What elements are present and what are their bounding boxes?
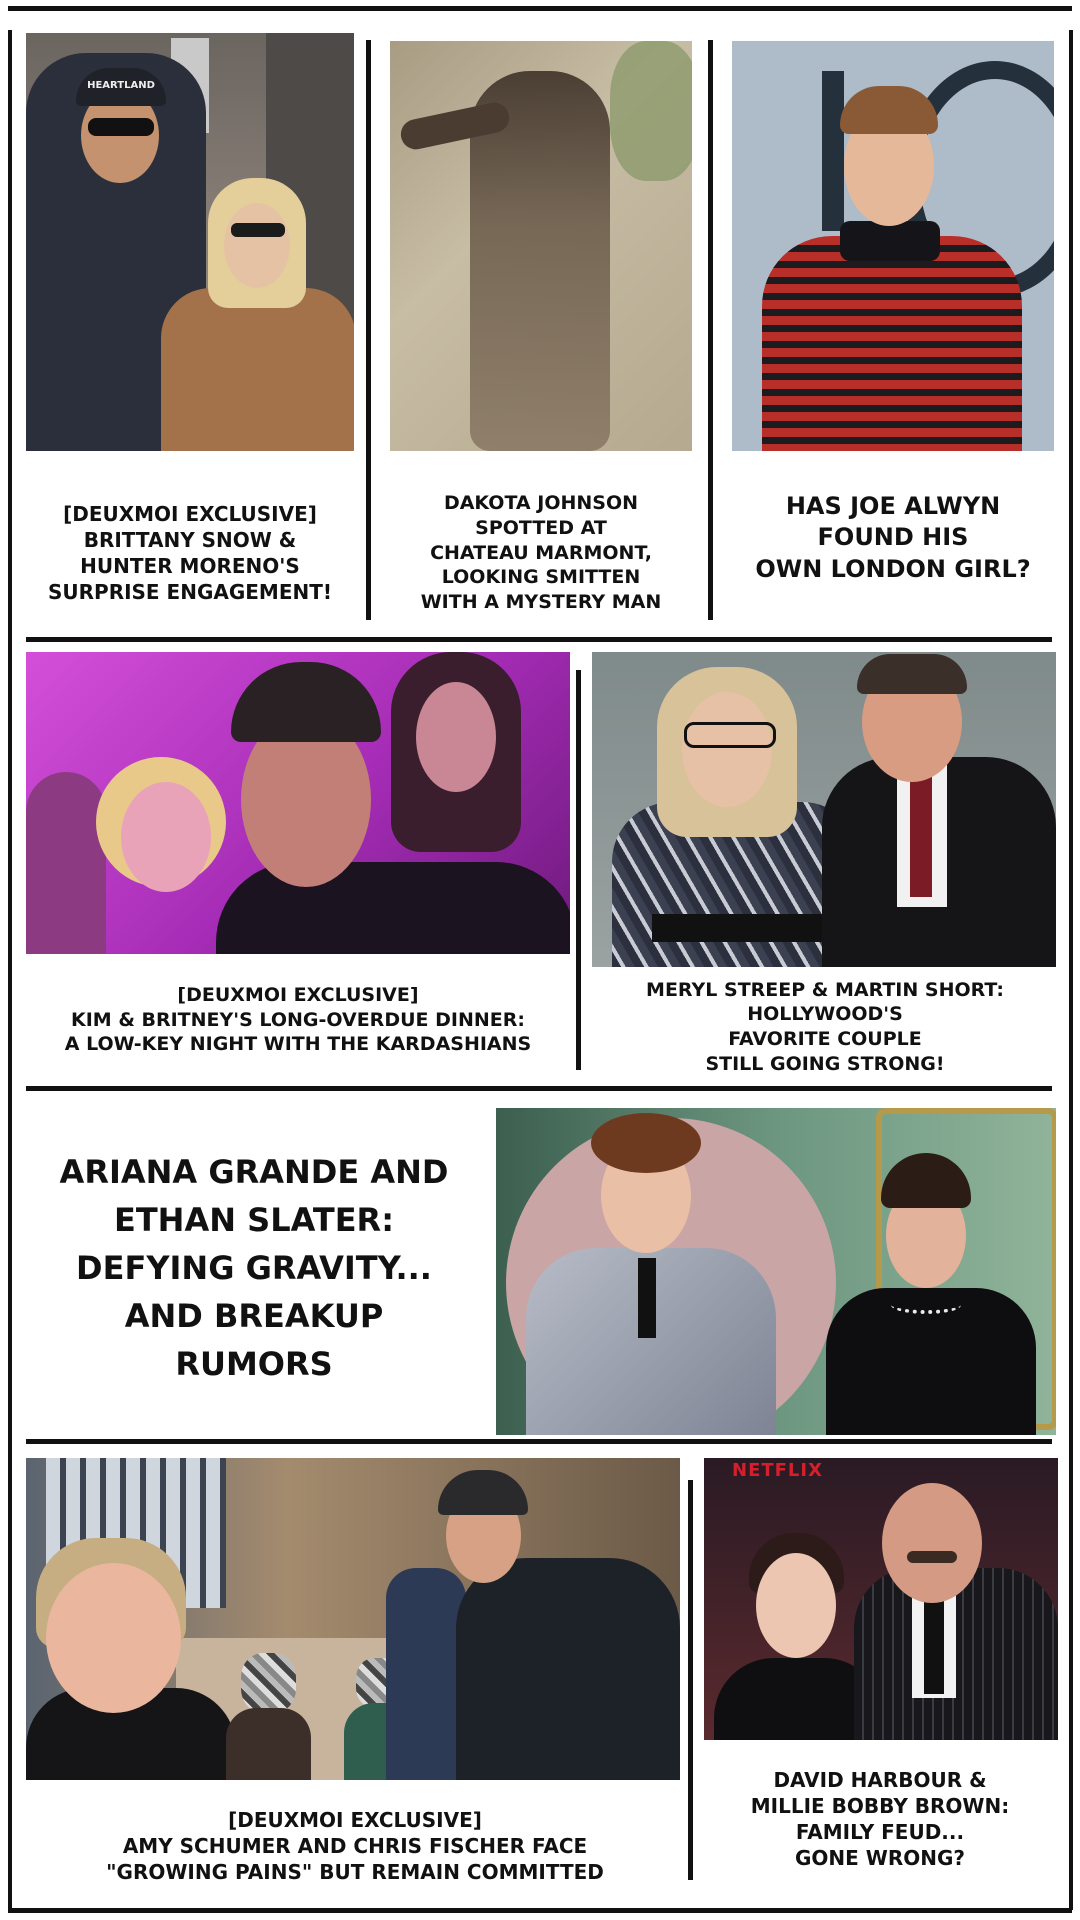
story-card-ariana-ethan[interactable]	[14, 1100, 1058, 1435]
striped-sweater	[762, 236, 1022, 451]
collar	[840, 221, 940, 261]
backdrop-letter-i	[822, 71, 844, 231]
headline-line: FAVORITE COUPLE	[728, 1028, 922, 1050]
story-headline-6[interactable]	[14, 1100, 494, 1435]
headline-line: OWN LONDON GIRL?	[755, 554, 1031, 583]
story-card-kim-britney[interactable]	[26, 652, 572, 1072]
col-divider-r4	[688, 1480, 693, 1880]
joe-hair	[840, 86, 938, 134]
woman-face	[224, 203, 290, 288]
headline-line: CHATEAU MARMONT,	[430, 541, 652, 564]
foliage	[610, 41, 692, 181]
photo-ariana-grande-ethan-slater	[496, 1108, 1056, 1435]
headline-line: A LOW-KEY NIGHT WITH THE KARDASHIANS	[64, 1033, 532, 1056]
headline-line: RUMORS	[175, 1344, 333, 1383]
cap-text: HEARTLAND	[87, 80, 155, 91]
row-divider-2	[26, 1086, 1052, 1091]
headline-line: [DEUXMOI EXCLUSIVE]	[63, 502, 317, 526]
right-border	[1069, 30, 1073, 1910]
headline-line: [DEUXMOI EXCLUSIVE]	[228, 1807, 482, 1832]
britney-face	[121, 782, 211, 892]
bystander	[386, 1568, 466, 1780]
photo-meryl-streep-martin-short	[592, 652, 1056, 967]
headline-line: AND BREAKUP	[124, 1296, 384, 1335]
headline-line: WITH A MYSTERY MAN	[420, 591, 662, 614]
netflix-logo: NETFLIX	[732, 1460, 823, 1481]
headline-line: ARIANA GRANDE AND	[59, 1152, 449, 1191]
headline-line: "GROWING PAINS" BUT REMAIN COMMITTED	[106, 1859, 604, 1884]
story-card-amy-schumer[interactable]	[26, 1458, 684, 1903]
headline-line: HUNTER MORENO'S	[80, 554, 300, 578]
headline-line: HAS JOE ALWYN	[785, 492, 1001, 521]
headline-line: [DEUXMOI EXCLUSIVE]	[177, 983, 419, 1006]
chris-beanie	[438, 1470, 528, 1515]
man-cap	[76, 68, 166, 106]
story-headline-1[interactable]	[26, 488, 354, 618]
story-card-dakota-johnson[interactable]	[390, 33, 696, 633]
story-card-meryl-martin[interactable]	[592, 652, 1058, 1082]
headline-line: BRITTANY SNOW &	[83, 528, 297, 552]
story-card-brittany-snow[interactable]	[26, 33, 354, 633]
man-cap	[231, 662, 381, 742]
bottom-border	[8, 1908, 1072, 1913]
chris-jacket	[456, 1558, 680, 1780]
headline-line: STILL GOING STRONG!	[705, 1052, 945, 1075]
left-border	[8, 30, 12, 1910]
headline-line: MERYL STREEP & MARTIN SHORT:	[646, 978, 1004, 1001]
woman-jacket	[161, 288, 354, 451]
woman-right-face	[416, 682, 496, 792]
ethan-tie	[638, 1258, 656, 1338]
amy-face	[46, 1563, 181, 1713]
martin-tie	[910, 767, 932, 897]
person-left	[26, 772, 106, 954]
headline-line: GONE WRONG?	[795, 1846, 965, 1870]
story-headline-2[interactable]	[390, 473, 692, 633]
man-jacket	[216, 862, 570, 954]
millie-face	[756, 1553, 836, 1658]
headline-line: DEFYING GRAVITY...	[76, 1248, 432, 1287]
story-headline-5[interactable]	[592, 972, 1058, 1082]
woman-sunglasses	[231, 223, 285, 237]
meryl-belt	[652, 914, 832, 942]
headline-line: DAKOTA JOHNSON	[443, 492, 639, 515]
headline-line: AMY SCHUMER AND CHRIS FISCHER FACE	[122, 1833, 588, 1858]
story-card-joe-alwyn[interactable]	[730, 33, 1056, 633]
photo-joe-alwyn	[732, 41, 1054, 451]
story-headline-7[interactable]	[26, 1788, 684, 1903]
ethan-hair	[591, 1113, 701, 1173]
martin-hair	[857, 654, 967, 694]
photo-amy-schumer-chris-fischer	[26, 1458, 680, 1780]
headline-line: MILLIE BOBBY BROWN:	[750, 1794, 1010, 1818]
headline-line: FAMILY FEUD...	[795, 1820, 965, 1844]
story-headline-8[interactable]	[702, 1750, 1058, 1888]
headline-line: FOUND HIS	[817, 523, 969, 552]
col-divider-r2	[576, 670, 581, 1070]
headline-line: HOLLYWOOD'S	[747, 1003, 903, 1026]
story-headline-4[interactable]	[26, 970, 572, 1070]
photo-david-harbour-millie-bobby-brown	[704, 1458, 1058, 1740]
meryl-glasses	[684, 722, 776, 748]
headline-line: SURPRISE ENGAGEMENT!	[47, 580, 332, 604]
david-mustache	[907, 1551, 957, 1563]
ariana-necklace	[891, 1296, 961, 1314]
row-divider-1	[26, 637, 1052, 642]
headline-line: LOOKING SMITTEN	[441, 566, 641, 589]
story-headline-3[interactable]	[730, 473, 1056, 603]
col-divider-r1a	[366, 40, 371, 620]
man-sunglasses	[88, 118, 154, 136]
col-divider-r1b	[708, 40, 713, 620]
row-divider-3	[26, 1439, 1052, 1444]
child-1-body	[226, 1708, 311, 1780]
david-face	[882, 1483, 982, 1603]
headline-line: SPOTTED AT	[475, 516, 607, 539]
story-card-david-millie[interactable]	[702, 1458, 1058, 1898]
photo-dakota-johnson	[390, 41, 692, 451]
photo-brittany-snow-hunter-moreno	[26, 33, 354, 451]
headline-line: KIM & BRITNEY'S LONG-OVERDUE DINNER:	[71, 1008, 525, 1031]
photo-kim-britney-dinner	[26, 652, 570, 954]
top-border	[8, 6, 1072, 11]
headline-line: ETHAN SLATER:	[113, 1200, 394, 1239]
headline-line: DAVID HARBOUR &	[773, 1768, 987, 1792]
child-face-blurred-1	[241, 1653, 296, 1713]
meryl-face	[682, 692, 772, 807]
